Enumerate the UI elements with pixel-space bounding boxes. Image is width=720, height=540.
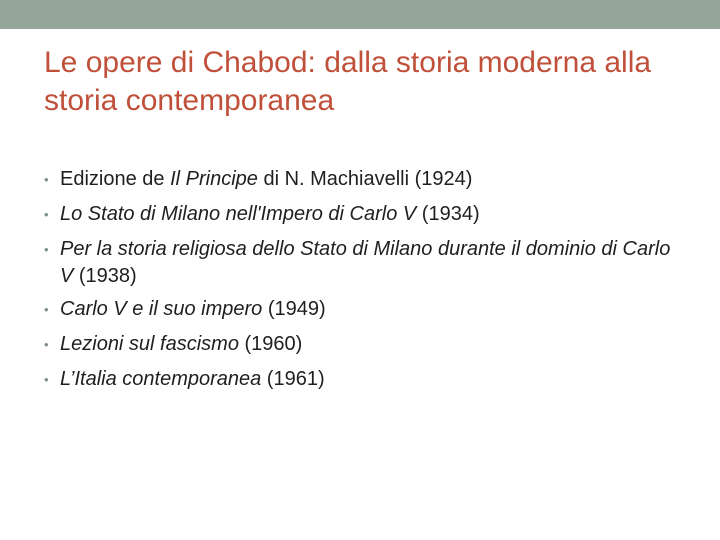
work-title: Carlo V e il suo impero [60,298,263,320]
work-title: Per la storia religiosa dello Stato di Milano durante il dominio di Carlo V [60,238,671,287]
top-band [0,0,720,29]
work-title: Il Principe [170,168,258,190]
bullet-icon: • [44,172,49,187]
bullet-icon: • [44,302,49,317]
item-text: (1934) [416,203,480,225]
bullet-icon: • [44,242,49,257]
item-text: Edizione de [60,168,171,190]
bullet-icon: • [44,207,49,222]
list-item [44,331,684,358]
work-title: Lezioni sul fascismo [60,333,239,355]
work-title: L’Italia contemporanea [60,368,262,390]
item-text: (1938) [73,265,137,287]
list-item [44,201,684,228]
list-item [44,296,684,323]
list-item [44,366,684,393]
list-item [44,236,684,290]
item-text: di N. Machiavelli (1924) [257,168,473,190]
work-title: Lo Stato di Milano nell'Impero di Carlo V [60,203,417,225]
bullet-icon: • [44,372,49,387]
list-item [44,166,684,193]
item-text: (1961) [261,368,325,390]
item-text: (1960) [238,333,303,355]
bullet-icon: • [44,337,49,352]
bullet-list [44,166,684,401]
slide-title: Le opere di Chabod: dalla storia moderna alla storia contemporanea [44,46,652,117]
item-text: (1949) [262,298,326,320]
